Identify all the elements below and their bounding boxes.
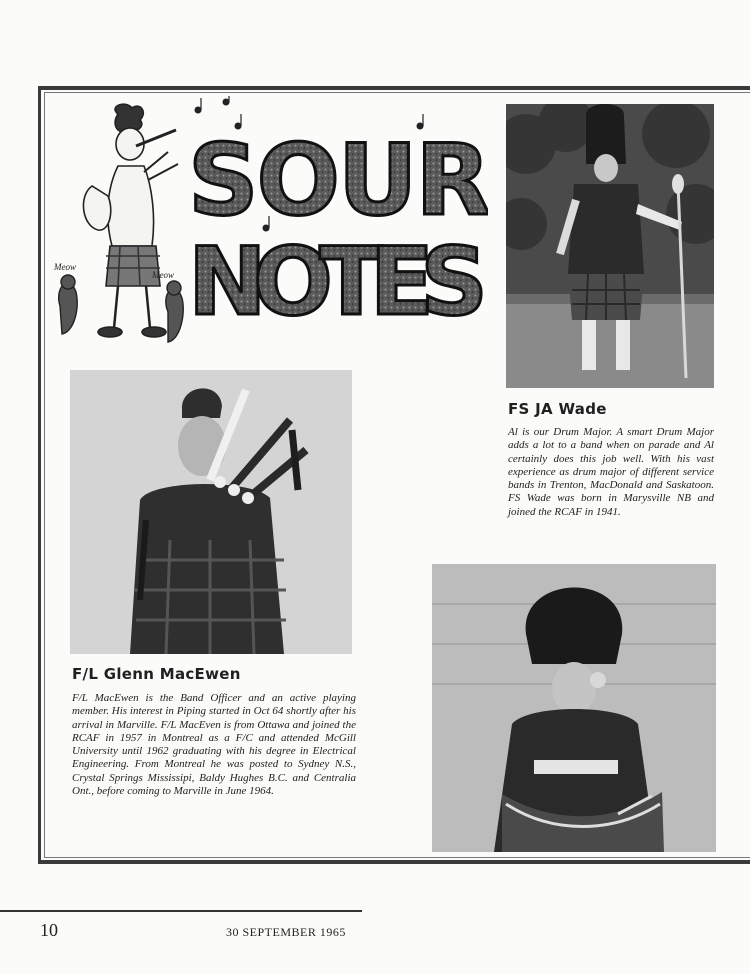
macewen-bio-text: F/L MacEwen is the Band Officer and an active playing member. His interest in Piping started in Oct 64 shortly after his arrival in Marville. F/L MacEven is from Ottawa and joined the RCAF in 1957 in Montreal as a F/C and attended McGill University until 1962 graduating with his degree in Electrical Engineering. From Montreal he was posted to Sydney N.S., Crystal Springs Mississipi, Baldy Hughes B.C. and Centralia Ont., before coming to Marville in June 1964.	[72, 692, 356, 798]
footer-rule	[0, 910, 362, 912]
page-number: 10	[40, 920, 58, 940]
photo-piper-macewen	[70, 370, 352, 654]
cat-meow-right: Meow	[152, 270, 174, 280]
logo-title-notes: NOTES	[188, 228, 484, 337]
wade-bio-text: Al is our Drum Major. A smart Drum Major adds a lot to a band when on parade and Al certainly does this job well. With his vast experience as drum major of different service bands in Trenton, MacDonald and Saskatoon. FS Wade was born in Marysville NB and joined the RCAF in 1941.	[508, 426, 714, 518]
photo-drummer	[432, 564, 716, 852]
wade-name-heading: FS JA Wade	[508, 400, 607, 418]
cat-meow-left: Meow	[54, 262, 76, 272]
logo-title-sour: SOUR	[188, 124, 488, 238]
photo-drum-major	[506, 104, 714, 388]
issue-date: 30 SEPTEMBER 1965	[226, 925, 346, 939]
macewen-name-heading: F/L Glenn MacEwen	[72, 665, 241, 683]
sour-notes-logo	[48, 96, 488, 354]
piper-cartoon	[83, 104, 178, 337]
